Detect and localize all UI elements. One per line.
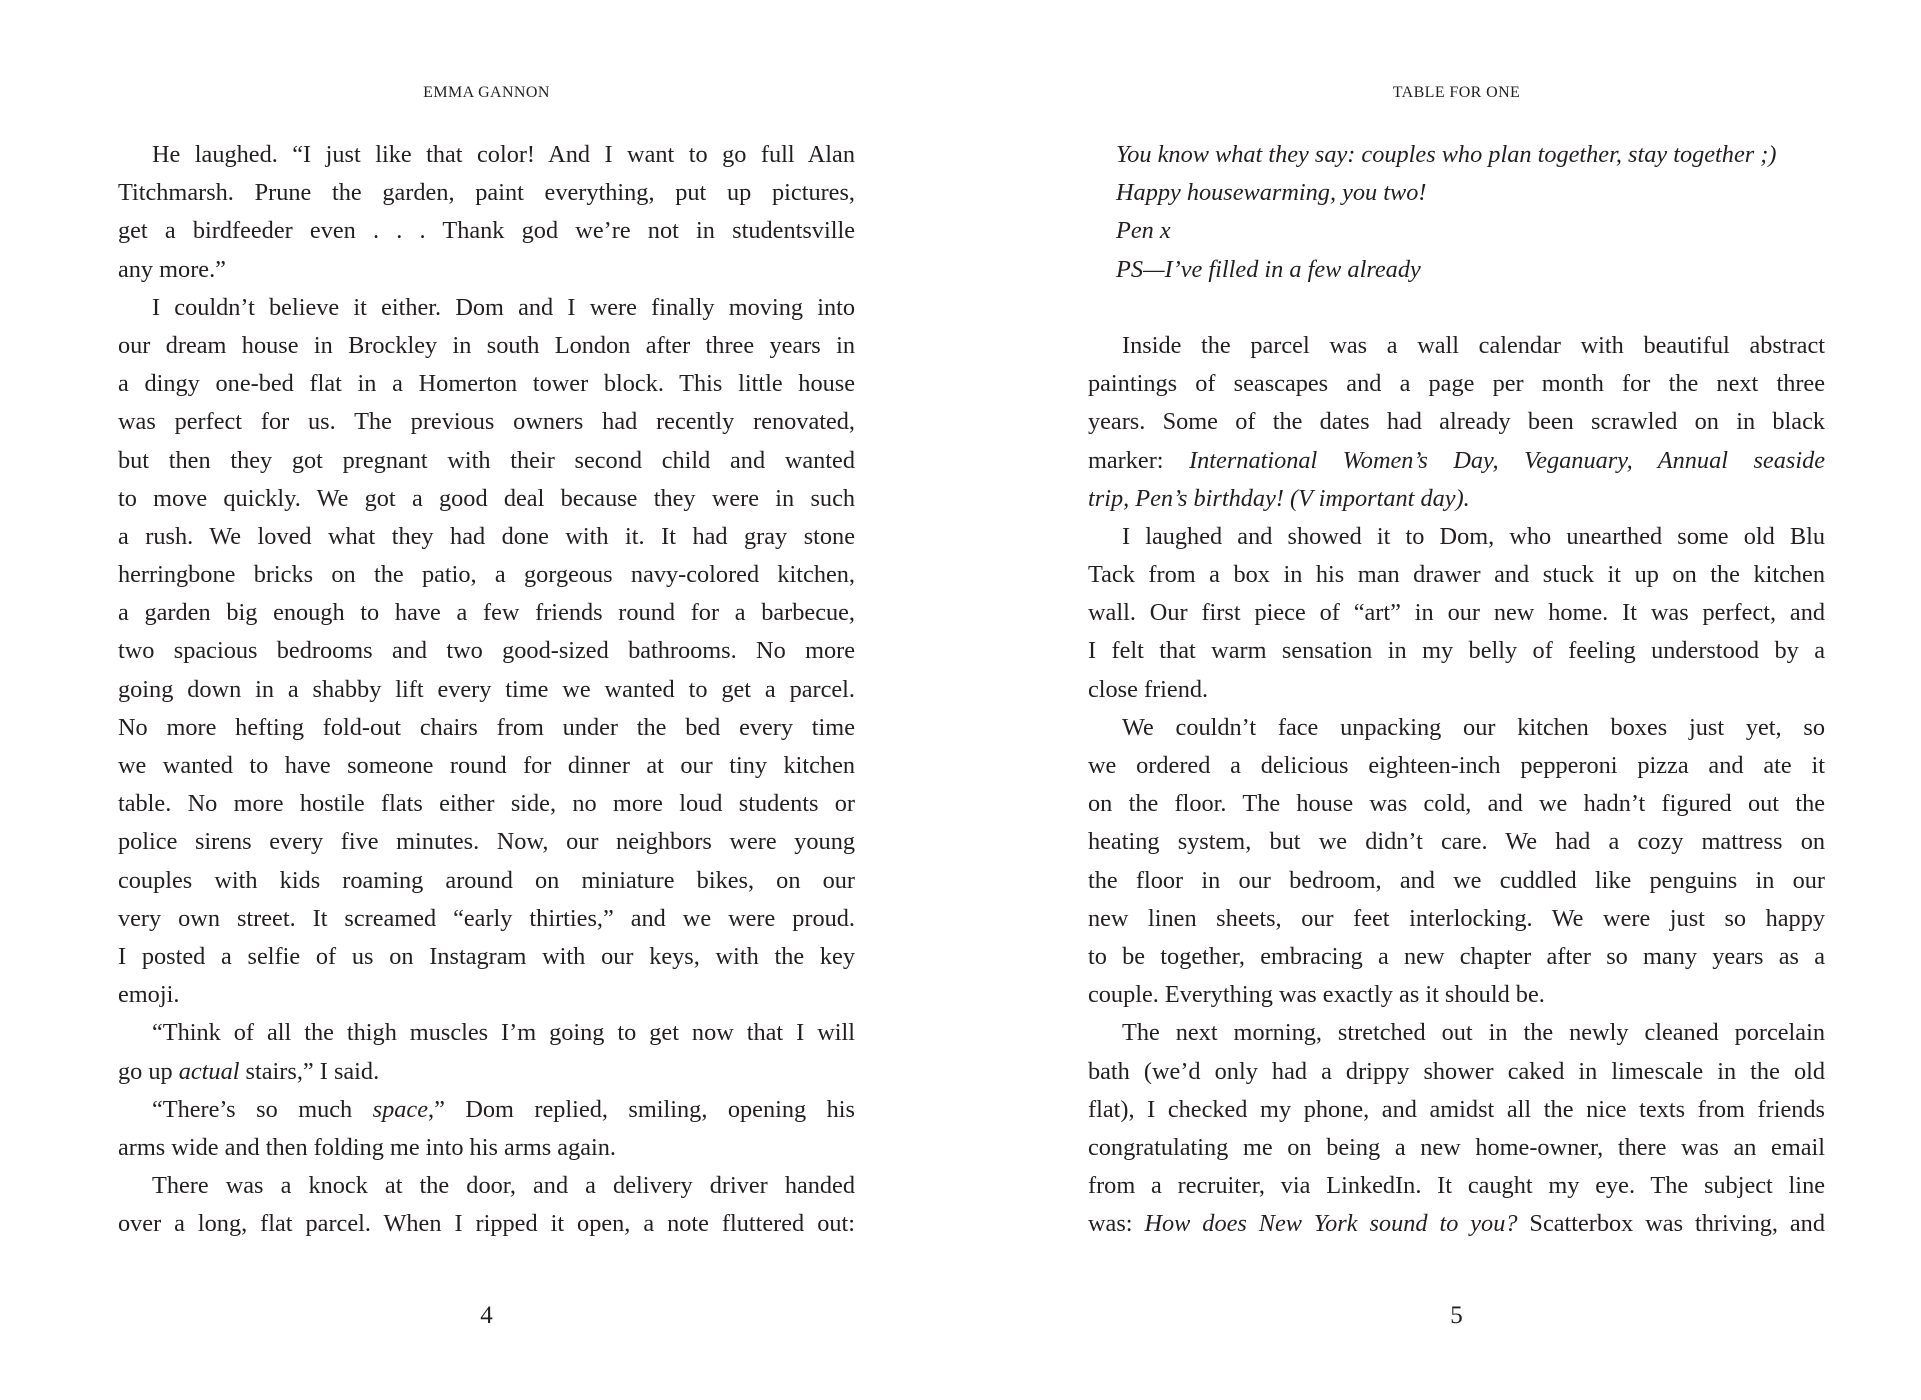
text-line: flat), I checked my phone, and amidst all the nice texts from friends xyxy=(1088,1095,1825,1123)
text-line: to move quickly. We got a good deal because they were in such xyxy=(118,484,855,512)
text-line: close friend. xyxy=(1088,675,1209,703)
text-line: Tack from a box in his man drawer and stuck it up on the kitchen xyxy=(1088,561,1825,589)
text-line: heating system, but we didn’t care. We had a cozy mattress on xyxy=(1088,828,1825,856)
text-line: going down in a shabby lift every time we wanted to get a parcel. xyxy=(118,675,855,703)
italic-emphasis: trip, Pen’s birthday! (V important day). xyxy=(1088,484,1470,512)
text-line: police sirens every five minutes. Now, our neighbors were young xyxy=(118,828,855,856)
text-line: was perfect for us. The previous owners had recently renovated, xyxy=(118,408,855,436)
text-line: go up actual stairs,” I said. xyxy=(118,1057,380,1085)
text-line: I felt that warm sensation in my belly of feeling understood by a xyxy=(1088,637,1825,665)
left-page xyxy=(0,0,960,1400)
text-line: a garden big enough to have a few friends round for a barbecue, xyxy=(118,599,855,627)
page-number: 5 xyxy=(1450,1302,1463,1329)
text-line: bath (we’d only had a drippy shower caked in limescale in the old xyxy=(1088,1057,1825,1085)
text-line: congratulating me on being a new home-owner, there was an email xyxy=(1088,1133,1825,1161)
text-line: get a birdfeeder even . . . Thank god we’re not in studentsville xyxy=(118,217,855,245)
text-line: He laughed. “I just like that color! And I want to go full Alan xyxy=(152,141,855,168)
text-line: herringbone bricks on the patio, a gorgeous navy-colored kitchen, xyxy=(118,561,855,589)
text-line: but then they got pregnant with their second child and wanted xyxy=(118,446,855,474)
italic-emphasis: International Women’s Day, Veganuary, Annual seaside xyxy=(1189,446,1826,474)
text-line: to be together, embracing a new chapter after so many years as a xyxy=(1088,942,1825,970)
italic-emphasis: space xyxy=(372,1095,428,1123)
text-line: a rush. We loved what they had done with it. It had gray stone xyxy=(118,522,855,550)
text-line: over a long, flat parcel. When I ripped it open, a note fluttered out: xyxy=(118,1210,855,1238)
paragraphs xyxy=(1088,327,1825,1244)
page-number: 4 xyxy=(480,1302,493,1329)
text-line: couple. Everything was exactly as it should be. xyxy=(1088,981,1545,1009)
text-line: marker: International Women’s Day, Veganuary, Annual seaside xyxy=(1088,446,1826,474)
text-line: a dingy one-bed flat in a Homerton tower block. This little house xyxy=(118,370,855,398)
text-line xyxy=(1088,480,1825,518)
blank-line xyxy=(1088,289,1825,327)
body-text xyxy=(118,136,855,1243)
note-line: PS—I’ve filled in a few already xyxy=(1116,255,1421,283)
text-line: arms wide and then folding me into his arms again. xyxy=(118,1133,616,1161)
text-line: I laughed and showed it to Dom, who unearthed some old Blu xyxy=(1122,522,1825,550)
body-text xyxy=(1088,136,1825,1243)
running-head-author: EMMA GANNON xyxy=(423,84,550,101)
note-block xyxy=(1088,136,1825,289)
text-line: very own street. It screamed “early thirties,” and we were proud. xyxy=(118,904,855,932)
text-line: we wanted to have someone round for dinner at our tiny kitchen xyxy=(118,752,855,779)
italic-emphasis: actual xyxy=(178,1057,240,1085)
text-line: No more hefting fold-out chairs from under the bed every time xyxy=(118,713,855,741)
text-line: paintings of seascapes and a page per month for the next three xyxy=(1088,370,1825,398)
text-line: We couldn’t face unpacking our kitchen boxes just yet, so xyxy=(1122,713,1825,741)
text-line: I posted a selfie of us on Instagram with our keys, with the key xyxy=(118,942,855,970)
right-page xyxy=(960,0,1921,1400)
note-line: You know what they say: couples who plan together, stay together ;) xyxy=(1116,141,1777,168)
text-line: Titchmarsh. Prune the garden, paint everything, put up pictures, xyxy=(118,179,855,207)
text-line: There was a knock at the door, and a delivery driver handed xyxy=(152,1172,855,1200)
text-line: emoji. xyxy=(118,981,180,1009)
text-line: two spacious bedrooms and two good-sized bathrooms. No more xyxy=(118,637,855,665)
text-line: couples with kids roaming around on miniature bikes, on our xyxy=(118,866,855,894)
text-line: “There’s so much space,” Dom replied, smiling, opening his xyxy=(152,1095,855,1123)
note-line: Pen x xyxy=(1116,217,1171,245)
text-line: our dream house in Brockley in south London after three years in xyxy=(118,331,855,359)
text-line: wall. Our first piece of “art” in our new home. It was perfect, and xyxy=(1088,599,1825,627)
note-line: Happy housewarming, you two! xyxy=(1116,179,1427,207)
text-line: “Think of all the thigh muscles I’m going to get now that I will xyxy=(152,1019,855,1047)
text-line: any more.” xyxy=(118,255,226,283)
text-line: the floor in our bedroom, and we cuddled like penguins in our xyxy=(1088,866,1825,894)
text-line: years. Some of the dates had already been scrawled on in black xyxy=(1088,408,1825,436)
text-line: table. No more hostile flats either side, no more loud students or xyxy=(118,790,855,818)
text-line: Inside the parcel was a wall calendar with beautiful abstract xyxy=(1122,331,1825,359)
running-head-title: TABLE FOR ONE xyxy=(1392,84,1521,101)
text-line: on the floor. The house was cold, and we hadn’t figured out the xyxy=(1088,790,1825,818)
text-line: new linen sheets, our feet interlocking. We were just so happy xyxy=(1088,904,1825,932)
italic-emphasis: How does New York sound to you? xyxy=(1144,1210,1518,1238)
text-line: The next morning, stretched out in the newly cleaned porcelain xyxy=(1122,1019,1825,1047)
text-line: I couldn’t believe it either. Dom and I were finally moving into xyxy=(152,293,855,321)
text-line: we ordered a delicious eighteen-inch pepperoni pizza and ate it xyxy=(1088,752,1825,779)
text-line: from a recruiter, via LinkedIn. It caught my eye. The subject line xyxy=(1088,1172,1825,1200)
text-line: was: How does New York sound to you? Scatterbox was thriving, and xyxy=(1088,1210,1825,1238)
